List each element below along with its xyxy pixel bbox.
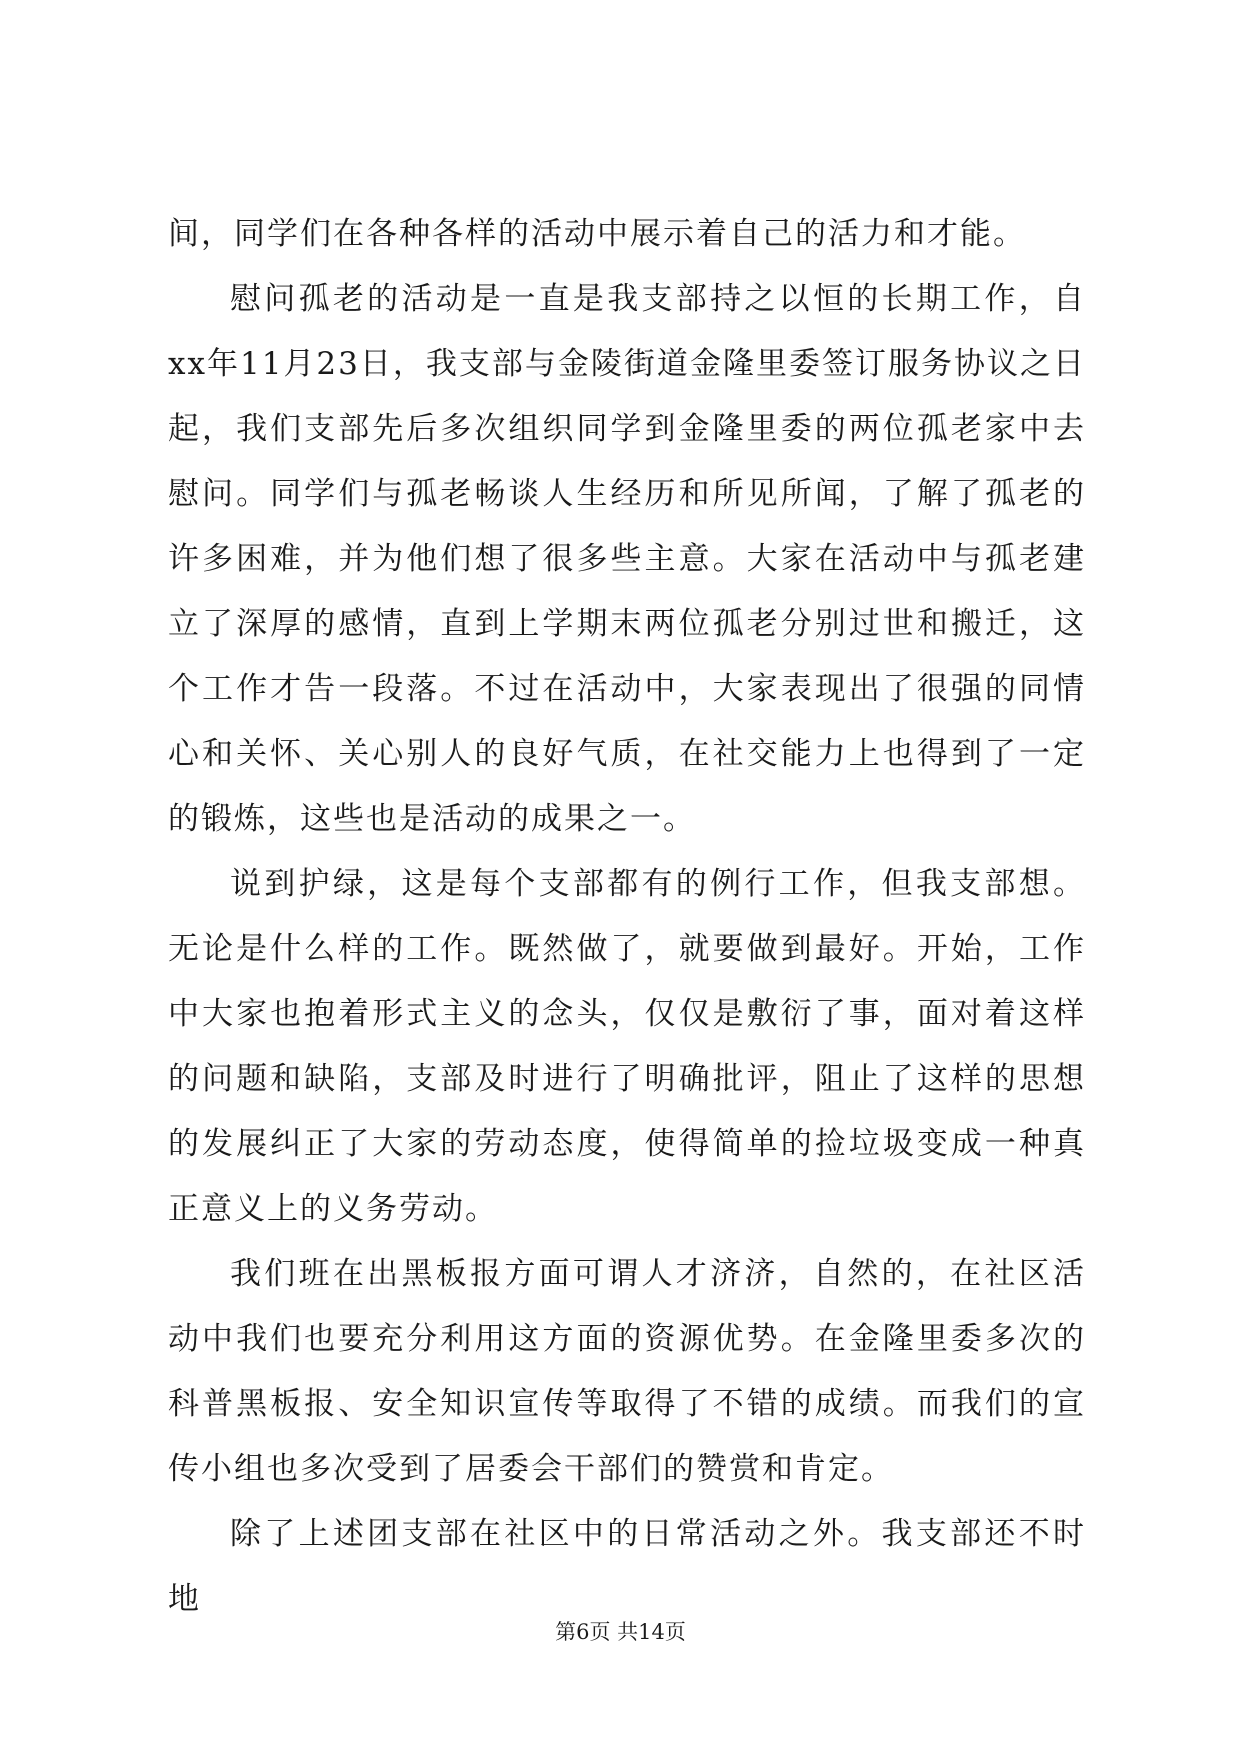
paragraph-continuation: 间，同学们在各种各样的活动中展示着自己的活力和才能。 bbox=[168, 216, 1026, 252]
page-number: 第6页 共14页 bbox=[555, 1620, 686, 1644]
paragraph-greening: 说到护绿，这是每个支部都有的例行工作，但我支部想。无论是什么样的工作。既然做了，就要做到最好。开始，工作中大家也抱着形式主义的念头，仅仅是敷衍了事，面对着这样的问题和缺陷，支部及时进行了明确批评，阻止了这样的思想的发展纠正了大家的劳动态度，使得简单的捡垃圾变成一种真正意义上的义务劳动。 bbox=[168, 866, 1086, 1227]
paragraph-blackboard: 我们班在出黑板报方面可谓人才济济，自然的，在社区活动中我们也要充分利用这方面的资源优势。在金隆里委多次的科普黑板报、安全知识宣传等取得了不错的成绩。而我们的宣传小组也多次受到了居委会干部们的赞赏和肯定。 bbox=[168, 1256, 1086, 1487]
paragraph-other-activities: 除了上述团支部在社区中的日常活动之外。我支部还不时地 bbox=[168, 1516, 1086, 1617]
paragraph-visiting-elderly: 慰问孤老的活动是一直是我支部持之以恒的长期工作，自xx年11月23日，我支部与金陵街道金隆里委签订服务协议之日起，我们支部先后多次组织同学到金隆里委的两位孤老家中去慰问。同学们与孤老畅谈人生经历和所见所闻，了解了孤老的许多困难，并为他们想了很多些主意。大家在活动中与孤老建立了深厚的感情，直到上学期末两位孤老分别过世和搬迁，这个工作才告一段落。不过在活动中，大家表现出了很强的同情心和关怀、关心别人的良好气质，在社交能力上也得到了一定的锻炼，这些也是活动的成果之一。 bbox=[168, 281, 1086, 837]
document-body bbox=[168, 202, 1086, 1632]
